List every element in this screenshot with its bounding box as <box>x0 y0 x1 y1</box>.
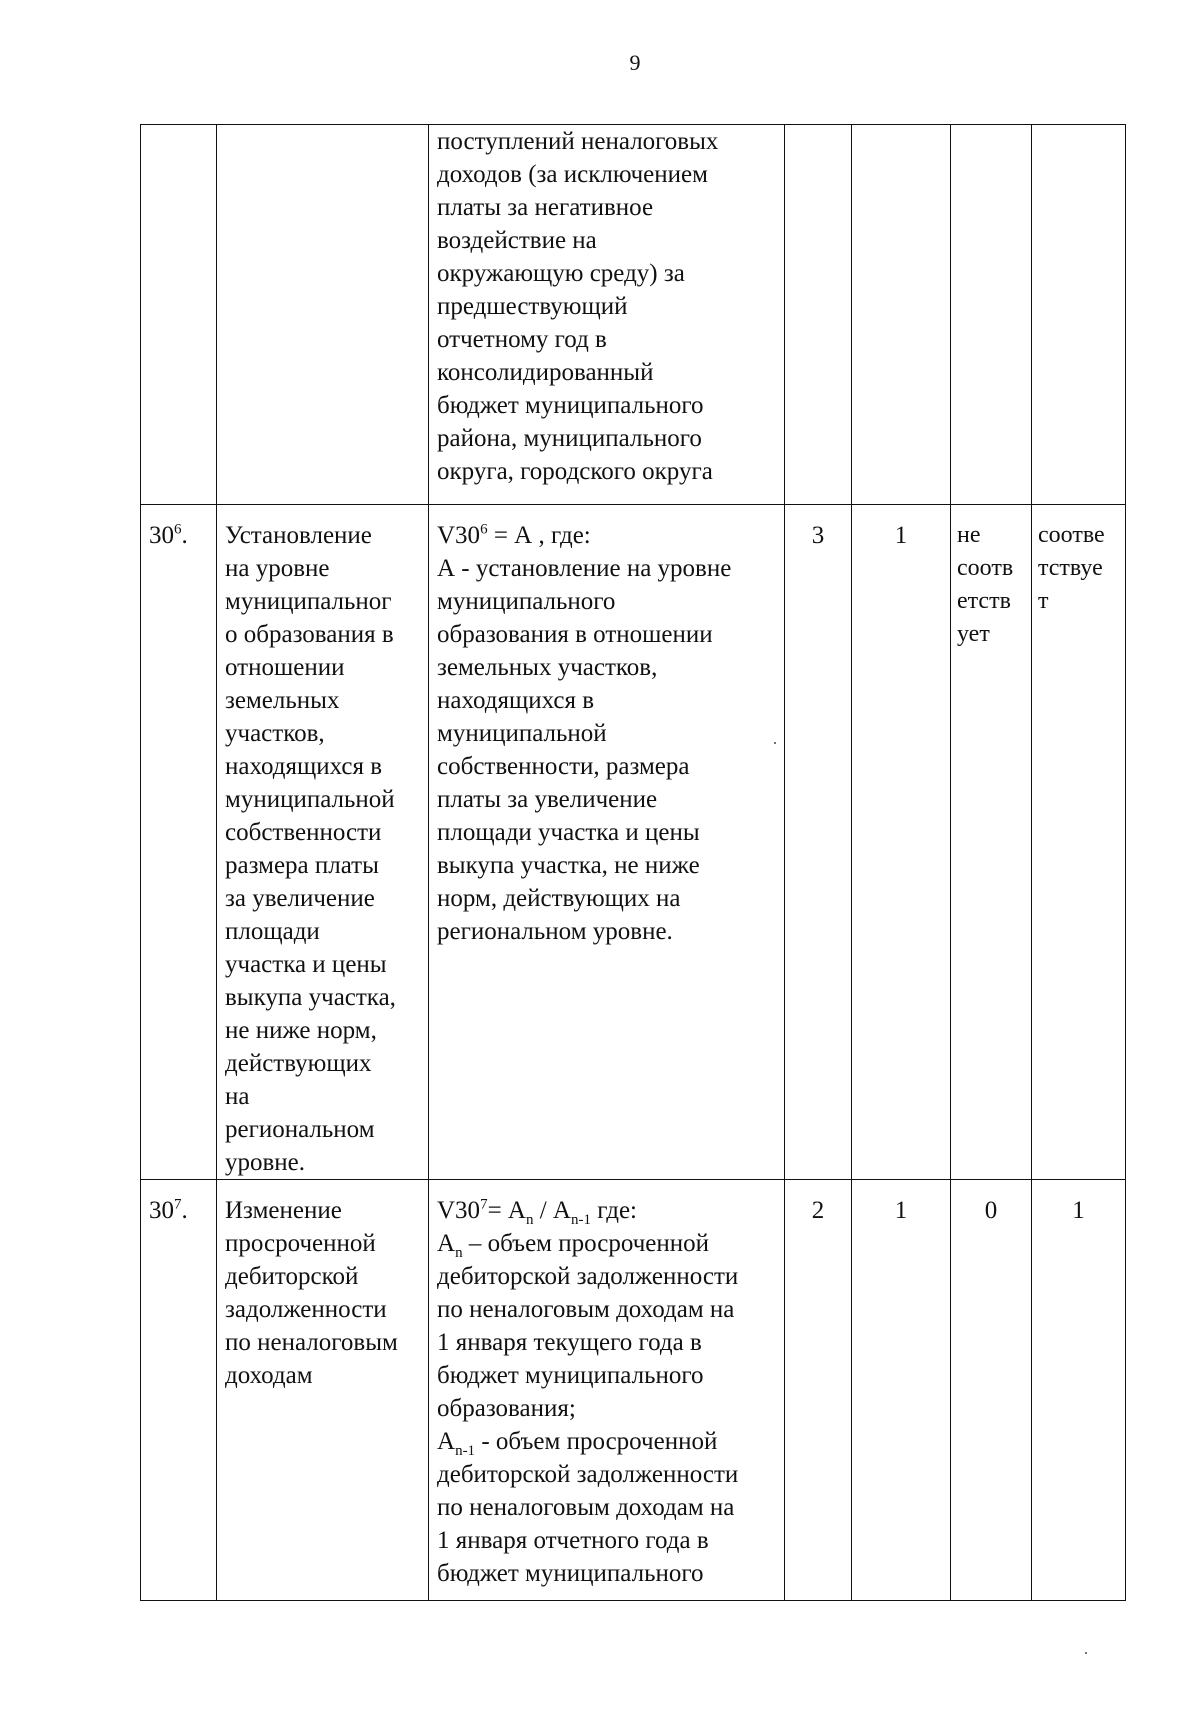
weight-cell <box>785 125 852 505</box>
name-line: земельных <box>225 687 340 714</box>
name-line: на <box>225 1083 250 1110</box>
name-line: Установление <box>225 522 372 549</box>
formula-line: отчетному год в <box>437 326 607 353</box>
formula-line: $V30^6 = А$ , где: <box>437 521 591 549</box>
value-cell-a <box>951 505 1032 1180</box>
formula-line: норм, действующих на <box>437 885 681 912</box>
formula-line: окружающую среду) за <box>437 260 685 287</box>
formula-cell <box>429 1180 785 1601</box>
formula-line: 1 января текущего года в <box>437 1329 702 1356</box>
name-line: не ниже норм, <box>225 1017 377 1044</box>
formula-line: $А_n$ – объем просроченной <box>437 1230 710 1261</box>
formula-line: образования в отношении <box>437 621 713 648</box>
formula-line: земельных участков, <box>437 654 658 681</box>
formula-line: бюджет муниципального <box>437 1560 704 1587</box>
name-line: участков, <box>225 720 325 747</box>
formula-line: выкупа участка, не ниже <box>437 852 700 879</box>
formula-line: предшествующий <box>437 293 628 320</box>
value-line: 0 <box>984 1197 998 1224</box>
name-line: доходам <box>225 1362 313 1389</box>
name-line: Изменение <box>225 1197 342 1224</box>
formula-line: платы за увеличение <box>437 786 658 813</box>
formula-line: региональном уровне. <box>437 918 673 945</box>
value-cell-b <box>1032 125 1126 505</box>
row-number-sup: 7 <box>174 1196 182 1213</box>
max-score-cell <box>852 1180 951 1601</box>
value-line: тствуе <box>1038 555 1103 581</box>
formula-line: консолидированный <box>437 359 654 386</box>
formula-line: А - установление на уровне <box>437 555 732 582</box>
formula-line: $V30^7= А_n / А_{n-1}$ где: <box>437 1196 637 1228</box>
formula-line: собственности, размера <box>437 753 690 780</box>
name-line: дебиторской <box>225 1263 359 1290</box>
formula-line: по неналоговым доходам на <box>437 1494 735 1521</box>
indicator-name-cell <box>217 125 429 505</box>
name-line: площади <box>225 918 320 945</box>
formula-cell <box>429 505 785 1180</box>
formula-line: округа, городского округа <box>437 458 713 485</box>
formula-line: дебиторской задолженности <box>437 1461 739 1488</box>
name-line: задолженности <box>225 1296 387 1323</box>
name-line: муниципальног <box>225 588 392 615</box>
formula-line: муниципальной <box>437 720 607 747</box>
row-number-cell: $30^6$. <box>141 505 217 1180</box>
formula-line: доходов (за исключением <box>437 161 708 188</box>
name-line: на уровне <box>225 555 330 582</box>
formula-line: воздействие на <box>437 227 597 254</box>
row-number-cell <box>141 125 217 505</box>
value-line: соотв <box>957 555 1014 581</box>
name-line: размера платы <box>225 852 379 879</box>
indicator-table <box>140 124 1126 1601</box>
name-line: просроченной <box>225 1230 376 1257</box>
max-score-value: 1 <box>894 522 908 549</box>
indicator-name-cell <box>217 1180 429 1601</box>
weight-cell <box>785 505 852 1180</box>
name-line: региональном <box>225 1116 375 1143</box>
value-line: соотве <box>1038 522 1105 548</box>
value-line: етств <box>957 588 1011 614</box>
page-number: 9 <box>629 50 641 75</box>
value-line: 1 <box>1072 1197 1085 1224</box>
value-line: не <box>957 522 981 548</box>
name-line: по неналоговым <box>225 1329 398 1356</box>
indicator-name-cell <box>217 505 429 1180</box>
value-cell-a <box>951 125 1032 505</box>
value-line: ует <box>957 621 990 647</box>
name-line: участка и цены <box>225 951 387 978</box>
name-line: о образования в <box>225 621 394 648</box>
name-line: действующих <box>225 1050 372 1077</box>
formula-line: образования; <box>437 1395 576 1422</box>
formula-line: района, муниципального <box>437 425 702 452</box>
weight-cell <box>785 1180 852 1601</box>
name-line: собственности <box>225 819 382 846</box>
max-score-cell <box>852 125 951 505</box>
formula-line: дебиторской задолженности <box>437 1263 739 1290</box>
value-cell-b <box>1032 1180 1126 1601</box>
row-number: 30 <box>149 1197 174 1224</box>
table-row <box>141 125 1126 505</box>
value-cell-b <box>1032 505 1126 1180</box>
value-line: т <box>1038 588 1049 614</box>
formula-line: бюджет муниципального <box>437 392 704 419</box>
formula-line: бюджет муниципального <box>437 1362 704 1389</box>
formula-line: платы за негативное <box>437 194 654 221</box>
formula-line: 1 января отчетного года в <box>437 1527 709 1554</box>
scan-speck <box>1085 1652 1087 1654</box>
formula-line: муниципального <box>437 588 616 615</box>
max-score-cell <box>852 505 951 1180</box>
table-row <box>141 505 1126 1180</box>
formula-line: поступлений неналоговых <box>437 128 719 155</box>
row-number-cell: $30^7$. <box>141 1180 217 1601</box>
row-number: 30 <box>149 522 174 549</box>
name-line: отношении <box>225 654 345 681</box>
formula-line: по неналоговым доходам на <box>437 1296 735 1323</box>
scan-speck <box>774 742 776 744</box>
formula-cell <box>429 125 785 505</box>
weight-value: 2 <box>811 1197 825 1224</box>
weight-value: 3 <box>811 522 825 549</box>
formula-line: находящихся в <box>437 687 595 714</box>
name-line: муниципальной <box>225 786 395 813</box>
name-line: находящихся в <box>225 753 383 780</box>
name-line: уровне. <box>225 1149 306 1176</box>
formula-line: площади участка и цены <box>437 819 700 846</box>
name-line: выкупа участка, <box>225 984 396 1011</box>
value-cell-a <box>951 1180 1032 1601</box>
max-score-value: 1 <box>894 1197 908 1224</box>
table-row <box>141 1180 1126 1601</box>
formula-line: $А_{n-1}$ - объем просроченной <box>437 1428 718 1459</box>
name-line: за увеличение <box>225 885 375 912</box>
row-number-sup: 6 <box>174 521 182 538</box>
